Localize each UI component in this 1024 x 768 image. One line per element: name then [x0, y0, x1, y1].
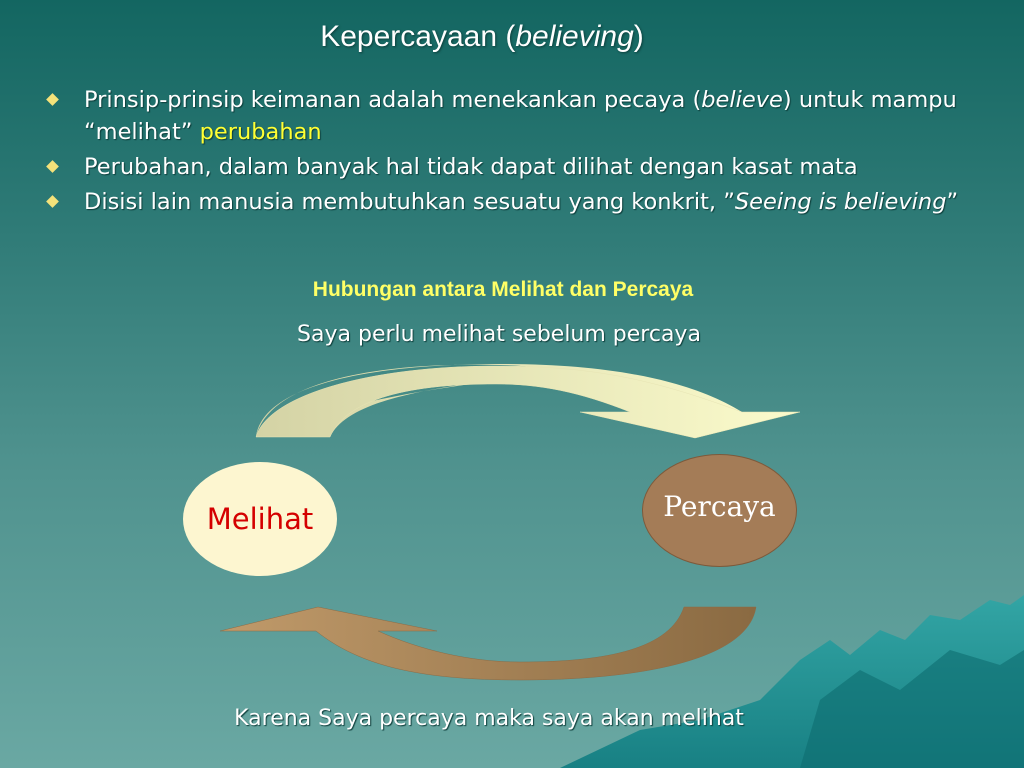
slide-title	[0, 20, 964, 54]
bullet-italic: Seeing is believing	[734, 189, 947, 215]
bullet-item	[42, 84, 992, 148]
caption-bottom: Karena Saya percaya maka saya akan melihat	[234, 706, 744, 731]
title-close: )	[633, 20, 644, 53]
diamond-bullet-icon	[46, 195, 59, 208]
node-melihat-label: Melihat	[206, 502, 314, 536]
caption-top: Saya perlu melihat sebelum percaya	[297, 322, 701, 347]
bullet-text: Disisi lain manusia membutuhkan sesuatu yang konkrit, ”	[84, 189, 735, 215]
bullet-text: ) untuk mampu “melihat”	[84, 87, 957, 145]
arrow-bottom	[220, 607, 756, 680]
diamond-bullet-icon	[46, 93, 59, 106]
bullet-highlight: perubahan	[199, 119, 322, 145]
bullet-text: Prinsip-prinsip keimanan adalah menekankan pecaya (	[84, 87, 702, 113]
bullet-item	[42, 186, 992, 218]
title-italic: believing	[515, 20, 634, 53]
node-percaya-label: Percaya	[663, 490, 776, 523]
diamond-bullet-icon	[46, 160, 59, 173]
title-text: Kepercayaan (	[320, 20, 516, 53]
node-percaya	[642, 454, 797, 567]
bullet-text: ”	[946, 189, 959, 215]
bullet-text: Perubahan, dalam banyak hal tidak dapat dilihat dengan kasat mata	[84, 154, 858, 180]
bullet-list	[42, 84, 992, 221]
bullet-item	[42, 151, 992, 183]
diagram-subtitle: Hubungan antara Melihat dan Percaya	[312, 278, 694, 301]
node-melihat	[183, 462, 337, 576]
bullet-italic: believe	[701, 87, 783, 113]
